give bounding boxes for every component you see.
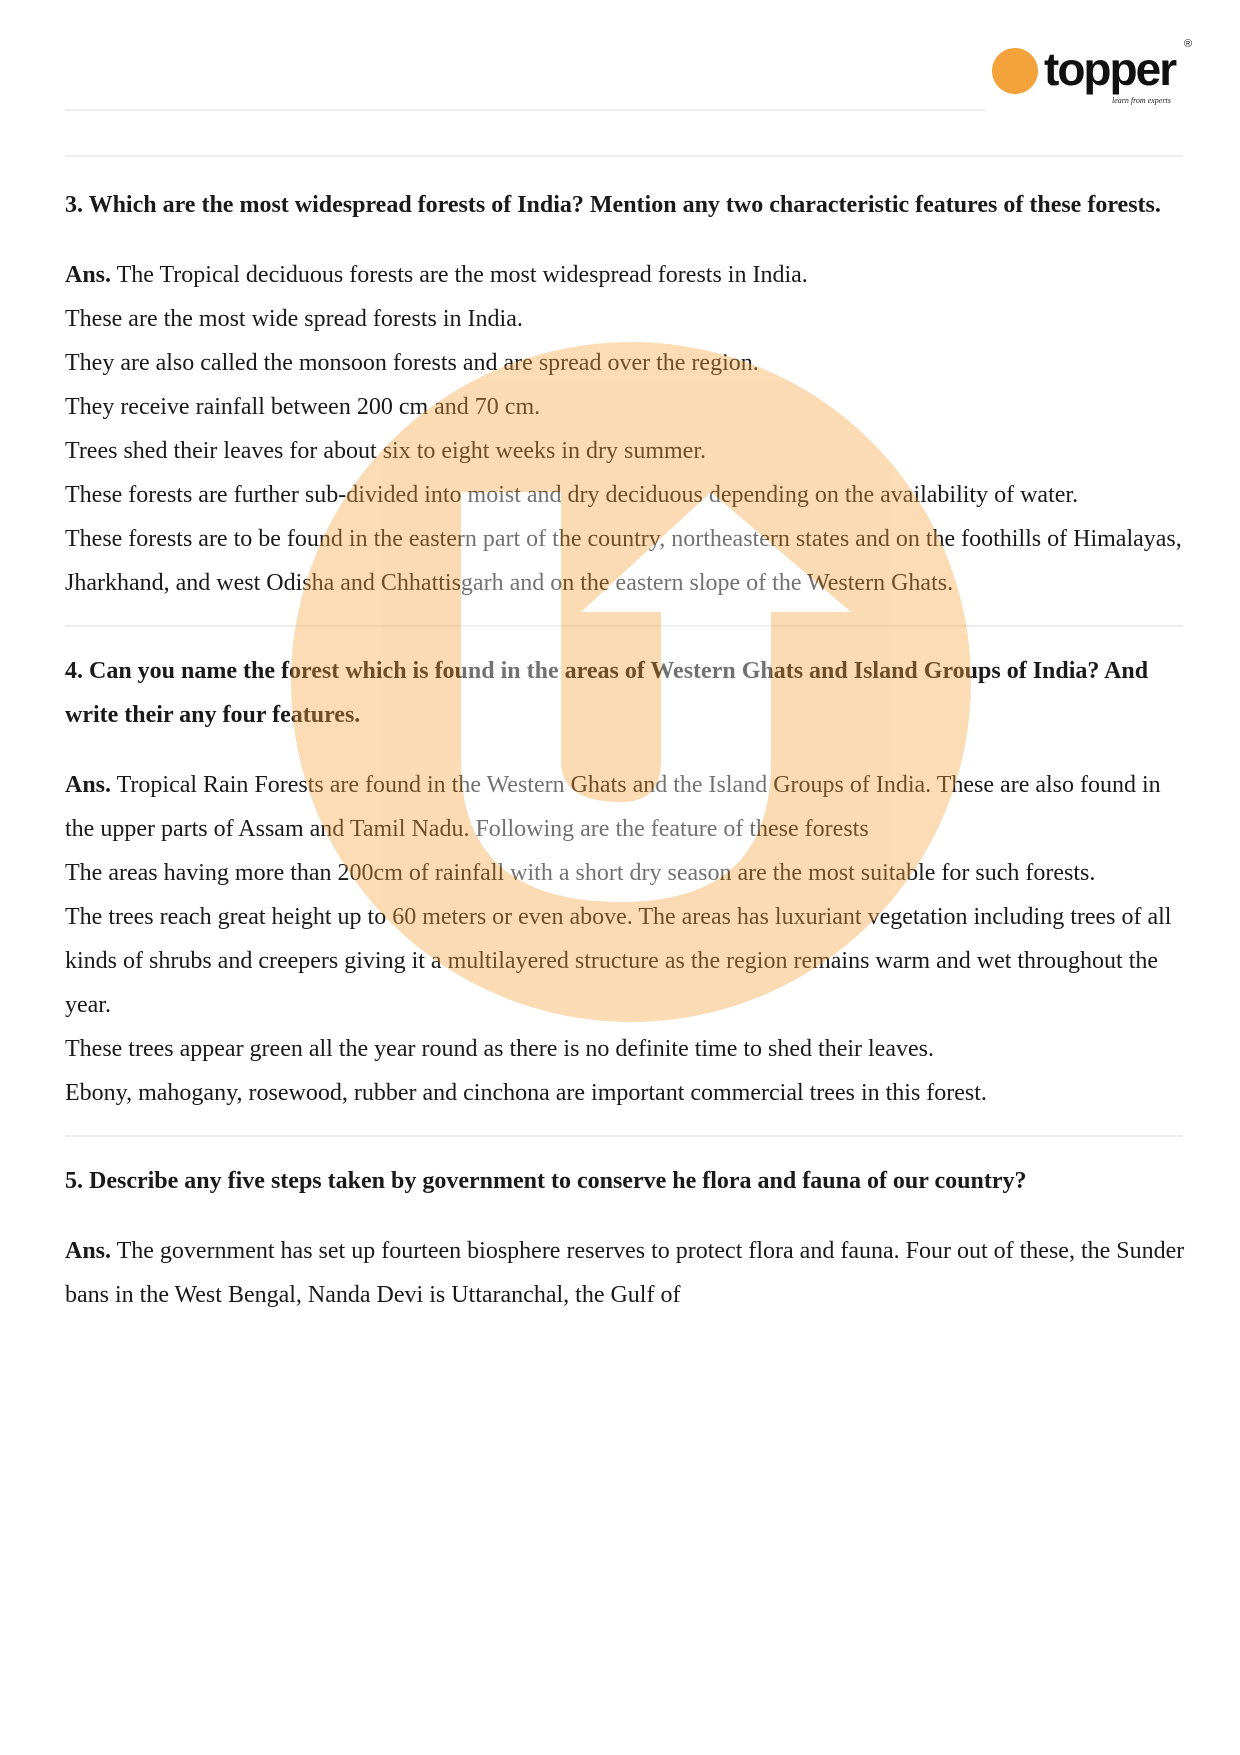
answer-3-line: These are the most wide spread forests in India.: [65, 306, 523, 332]
answer-label: Ans.: [65, 772, 112, 798]
answer-text: The government has set up fourteen biosphere reserves to protect flora and fauna. Four out of these, the Sunder bans in the West Bengal, Nanda Devi is Uttaranchal, the Gulf of: [65, 1238, 1185, 1308]
answer-4-line: These trees appear green all the year round as there is no definite time to shed their leaves.: [65, 1036, 934, 1062]
topper-logo: [992, 38, 1193, 110]
answer-text: Tropical Rain Forests are found in the Western Ghats and the Island Groups of India. These are also found in the upper parts of Assam and Tamil Nadu. Following are the feature of these forests: [65, 772, 1161, 842]
logo-wordmark: topper: [1044, 43, 1176, 95]
question-4-section: [65, 649, 1190, 1115]
question-4: 4. Can you name the forest which is found in the areas of Western Ghats and Island Groups of India? And write their any four features.: [65, 658, 1149, 728]
question-5: 5. Describe any five steps taken by government to conserve he flora and fauna of our country?: [65, 1168, 1027, 1194]
answer-4-line: [65, 763, 1190, 851]
answer-5-line: [65, 1229, 1190, 1317]
answer-label: Ans.: [65, 262, 112, 288]
content: [65, 183, 1190, 1317]
answer-3-line: These forests are further sub-divided into moist and dry deciduous depending on the availability of water.: [65, 482, 1079, 508]
registered-mark: ®: [1184, 38, 1193, 50]
answer-3-line: They are also called the monsoon forests and are spread over the region.: [65, 350, 759, 376]
answer-label: Ans.: [65, 1238, 112, 1264]
question-3: 3. Which are the most widespread forests of India? Mention any two characteristic features of these forests.: [65, 192, 1161, 218]
logo-tagline: learn from experts: [1112, 96, 1171, 105]
answer-3-line: Trees shed their leaves for about six to eight weeks in dry summer.: [65, 438, 706, 464]
question-5-section: [65, 1159, 1190, 1317]
answer-3-line: They receive rainfall between 200 cm and 70 cm.: [65, 394, 541, 420]
question-3-section: [65, 183, 1190, 605]
answer-4-line: Ebony, mahogany, rosewood, rubber and cinchona are important commercial trees in this forest.: [65, 1080, 987, 1106]
answer-3-line: These forests are to be found in the eastern part of the country, northeastern states and on the foothills of Himalayas, Jharkhand, and west Odisha and Chhattisgarh and on the eastern slope of the Western Ghats.: [65, 526, 1182, 596]
divider: [65, 1135, 1183, 1137]
header-divider: [65, 109, 985, 111]
divider: [65, 155, 1183, 157]
divider: [65, 625, 1183, 627]
answer-3-line: [65, 253, 1190, 297]
answer-4-line: The areas having more than 200cm of rainfall with a short dry season are the most suitable for such forests.: [65, 860, 1096, 886]
answer-4-line: The trees reach great height up to 60 meters or even above. The areas has luxuriant vegetation including trees of all kinds of shrubs and creepers giving it a multilayered structure as the region remains warm and wet throughout the year.: [65, 904, 1172, 1018]
answer-text: The Tropical deciduous forests are the most widespread forests in India.: [111, 262, 808, 288]
logo-mark-icon: [992, 48, 1038, 94]
